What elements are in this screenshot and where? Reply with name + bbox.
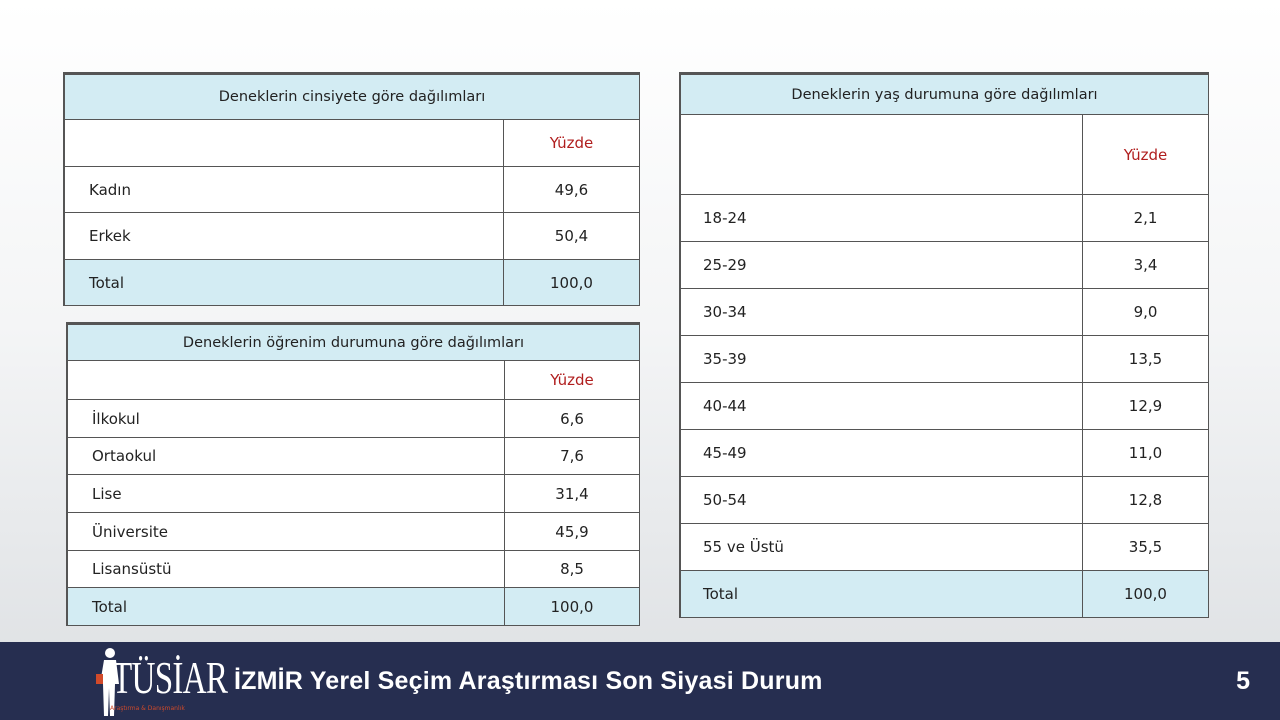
presentation-title: İZMİR Yerel Seçim Araştırması Son Siyasi Durum: [234, 667, 823, 695]
table-row: [680, 289, 1209, 336]
total-label: Total: [67, 588, 505, 626]
table-row: [680, 336, 1209, 383]
row-value: 49,6: [504, 167, 640, 213]
row-label: 50-54: [680, 477, 1083, 524]
table-row: [680, 242, 1209, 289]
table-row: [680, 477, 1209, 524]
table-title: Deneklerin yaş durumuna göre dağılımları: [680, 74, 1209, 115]
column-header-percent: Yüzde: [1083, 115, 1209, 195]
row-value: 6,6: [505, 400, 640, 438]
table-row: [680, 430, 1209, 477]
table-row: [680, 383, 1209, 430]
total-value: 100,0: [505, 588, 640, 626]
row-value: 12,8: [1083, 477, 1209, 524]
row-label: 35-39: [680, 336, 1083, 383]
total-row: [64, 260, 640, 306]
row-value: 31,4: [505, 475, 640, 513]
tusiar-logo: [92, 642, 228, 720]
row-value: 45,9: [505, 513, 640, 551]
row-value: 11,0: [1083, 430, 1209, 477]
table-row: [64, 167, 640, 213]
row-label: Ortaokul: [67, 438, 505, 475]
row-label: 30-34: [680, 289, 1083, 336]
empty-header-cell: [680, 115, 1083, 195]
row-label: 40-44: [680, 383, 1083, 430]
total-value: 100,0: [504, 260, 640, 306]
row-label: Üniversite: [67, 513, 505, 551]
row-label: Kadın: [64, 167, 504, 213]
logo-wordmark: TÜSİAR: [112, 652, 228, 703]
empty-header-cell: [64, 120, 504, 167]
row-value: 50,4: [504, 213, 640, 260]
table-row: [680, 524, 1209, 571]
row-value: 2,1: [1083, 195, 1209, 242]
row-label: İlkokul: [67, 400, 505, 438]
row-label: Lisansüstü: [67, 551, 505, 588]
row-label: 55 ve Üstü: [680, 524, 1083, 571]
row-value: 9,0: [1083, 289, 1209, 336]
total-row: [67, 588, 640, 626]
total-label: Total: [680, 571, 1083, 618]
table-row: [67, 438, 640, 475]
row-value: 3,4: [1083, 242, 1209, 289]
page-number: 5: [1236, 667, 1250, 695]
row-label: 25-29: [680, 242, 1083, 289]
row-value: 8,5: [505, 551, 640, 588]
total-label: Total: [64, 260, 504, 306]
education-distribution-table: [66, 322, 640, 626]
table-row: [67, 400, 640, 438]
row-label: 18-24: [680, 195, 1083, 242]
row-label: 45-49: [680, 430, 1083, 477]
column-header-percent: Yüzde: [505, 361, 640, 400]
row-value: 12,9: [1083, 383, 1209, 430]
table-row: [67, 475, 640, 513]
row-label: Lise: [67, 475, 505, 513]
column-header-percent: Yüzde: [504, 120, 640, 167]
table-row: [680, 195, 1209, 242]
empty-header-cell: [67, 361, 505, 400]
total-value: 100,0: [1083, 571, 1209, 618]
gender-distribution-table: [63, 72, 640, 306]
table-title: Deneklerin cinsiyete göre dağılımları: [64, 74, 640, 120]
row-label: Erkek: [64, 213, 504, 260]
table-row: [67, 513, 640, 551]
table-title: Deneklerin öğrenim durumuna göre dağılımları: [67, 324, 640, 361]
table-row: [64, 213, 640, 260]
row-value: 35,5: [1083, 524, 1209, 571]
logo-tagline: Araştırma & Danışmanlık: [110, 705, 185, 712]
footer-bar: [0, 642, 1280, 720]
row-value: 13,5: [1083, 336, 1209, 383]
row-value: 7,6: [505, 438, 640, 475]
table-row: [67, 551, 640, 588]
total-row: [680, 571, 1209, 618]
age-distribution-table: [679, 72, 1209, 618]
